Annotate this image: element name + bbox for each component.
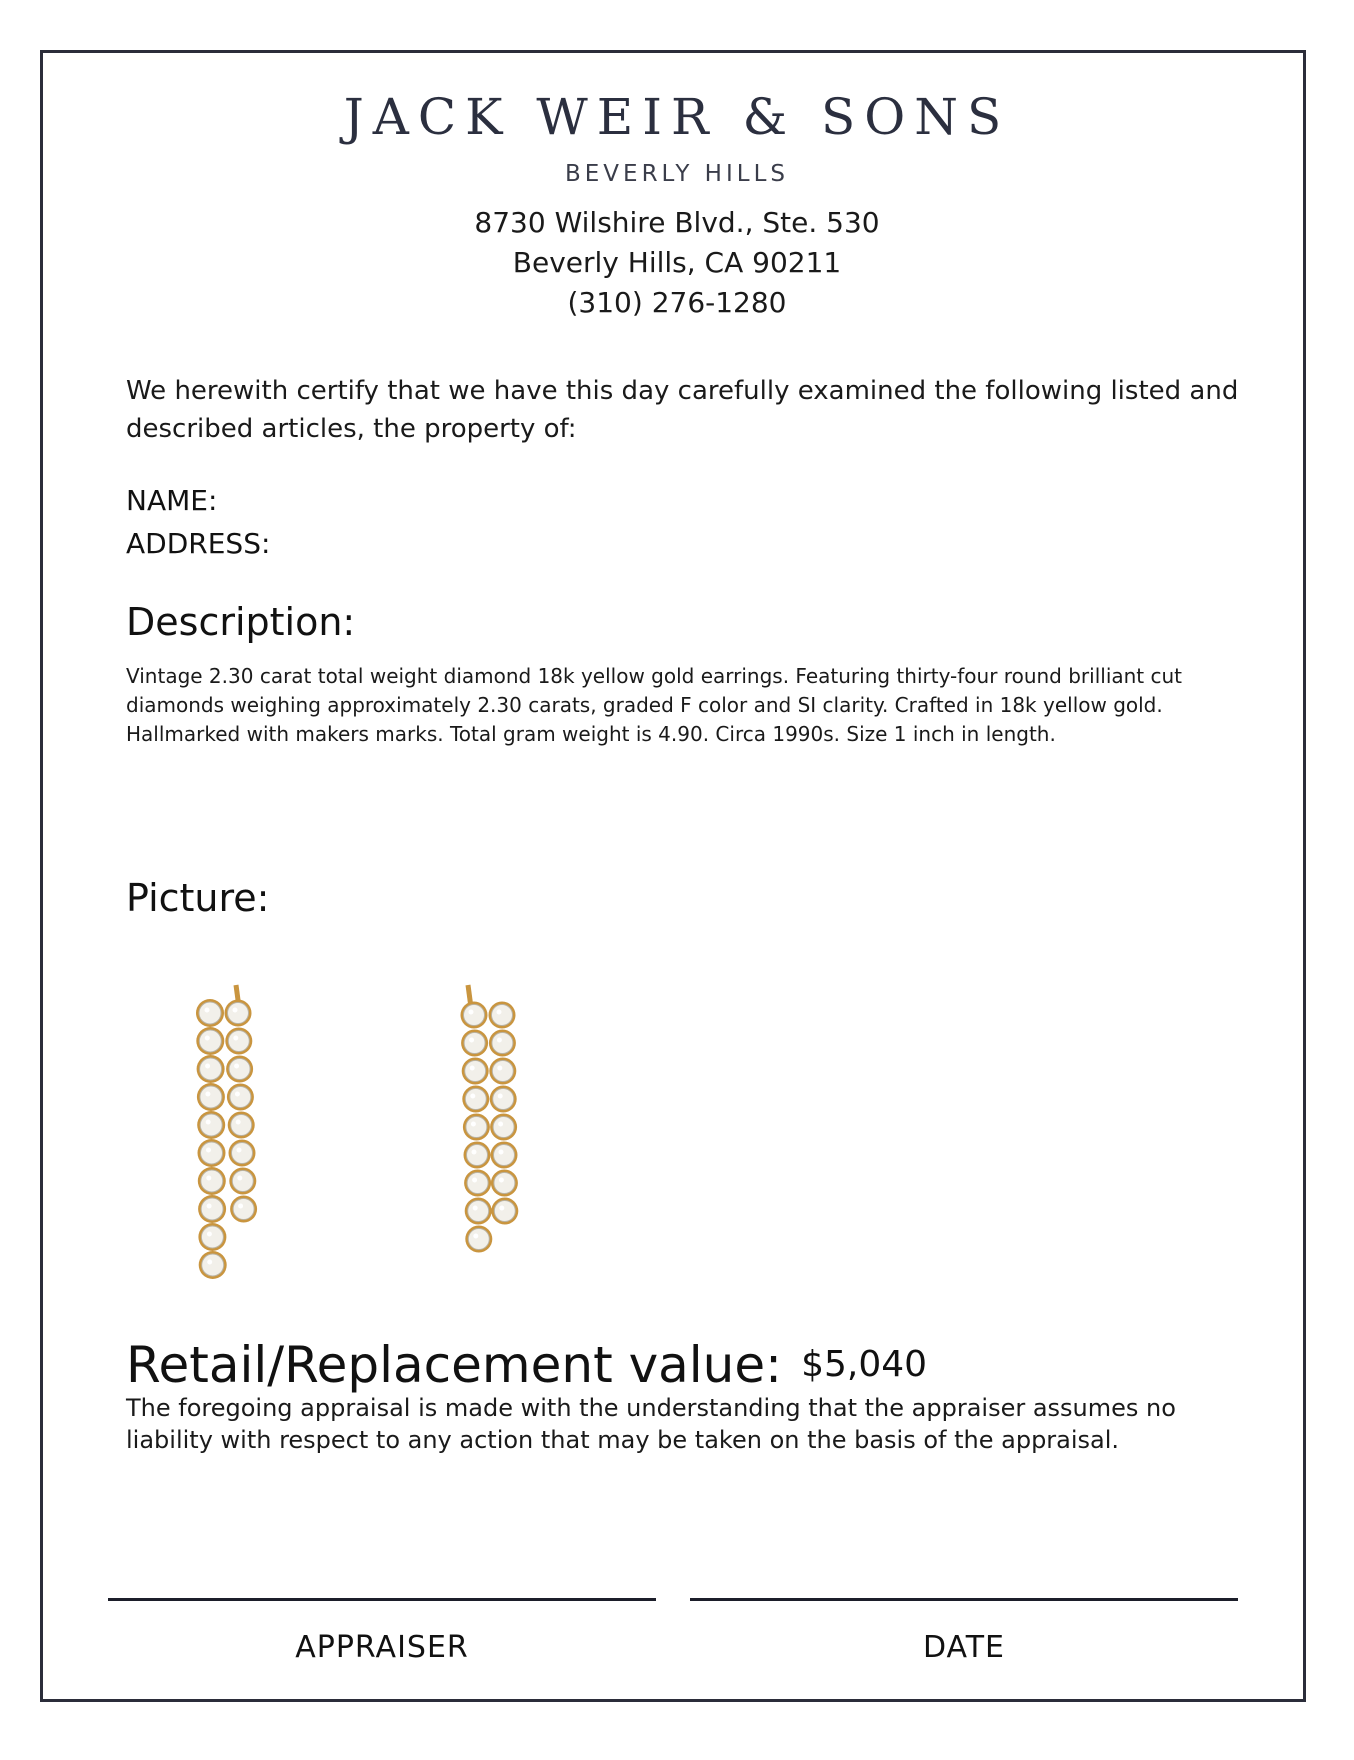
name-label: NAME:: [126, 484, 218, 517]
valuation-line: [126, 1336, 927, 1394]
earrings-photo: [170, 975, 570, 1305]
brand-location: BEVERLY HILLS: [565, 161, 789, 187]
picture-heading: Picture:: [126, 876, 270, 920]
value-label: Retail/Replacement value:: [126, 1336, 782, 1394]
liability-disclaimer: The foregoing appraisal is made with the understanding that the appraiser assumes no liability with respect to any action that may be taken on the basis of the appraisal.: [126, 1394, 1176, 1454]
date-label: DATE: [922, 1630, 1006, 1665]
description-text: Vintage 2.30 carat total weight diamond 18k yellow gold earrings. Featuring thirty-four round brilliant cut diamonds weighing approximately 2.30 carats, graded F color and SI clarity. Crafted in 18k yellow gold. Hallmarked with makers marks. Total gram weight is 4.90. Circa 1990s. Size 1 inch in length.: [126, 664, 1183, 746]
certification-statement: We herewith certify that we have this day carefully examined the following listed and described articles, the property of:: [126, 376, 1239, 444]
description-heading: Description:: [126, 600, 356, 644]
phone-number: (310) 276-1280: [567, 286, 787, 319]
date-signature-line: [690, 1598, 1238, 1601]
brand-name: JACK WEIR & SONS: [343, 88, 1011, 146]
value-amount: $5,040: [801, 1344, 928, 1385]
right-earring: [461, 985, 519, 1253]
left-earring: [196, 985, 257, 1279]
appraiser-label: APPRAISER: [295, 1630, 469, 1665]
appraiser-signature-line: [108, 1598, 656, 1601]
address-line-1: 8730 Wilshire Blvd., Ste. 530: [474, 206, 880, 239]
address-label: ADDRESS:: [126, 527, 271, 560]
address-line-2: Beverly Hills, CA 90211: [512, 246, 842, 279]
